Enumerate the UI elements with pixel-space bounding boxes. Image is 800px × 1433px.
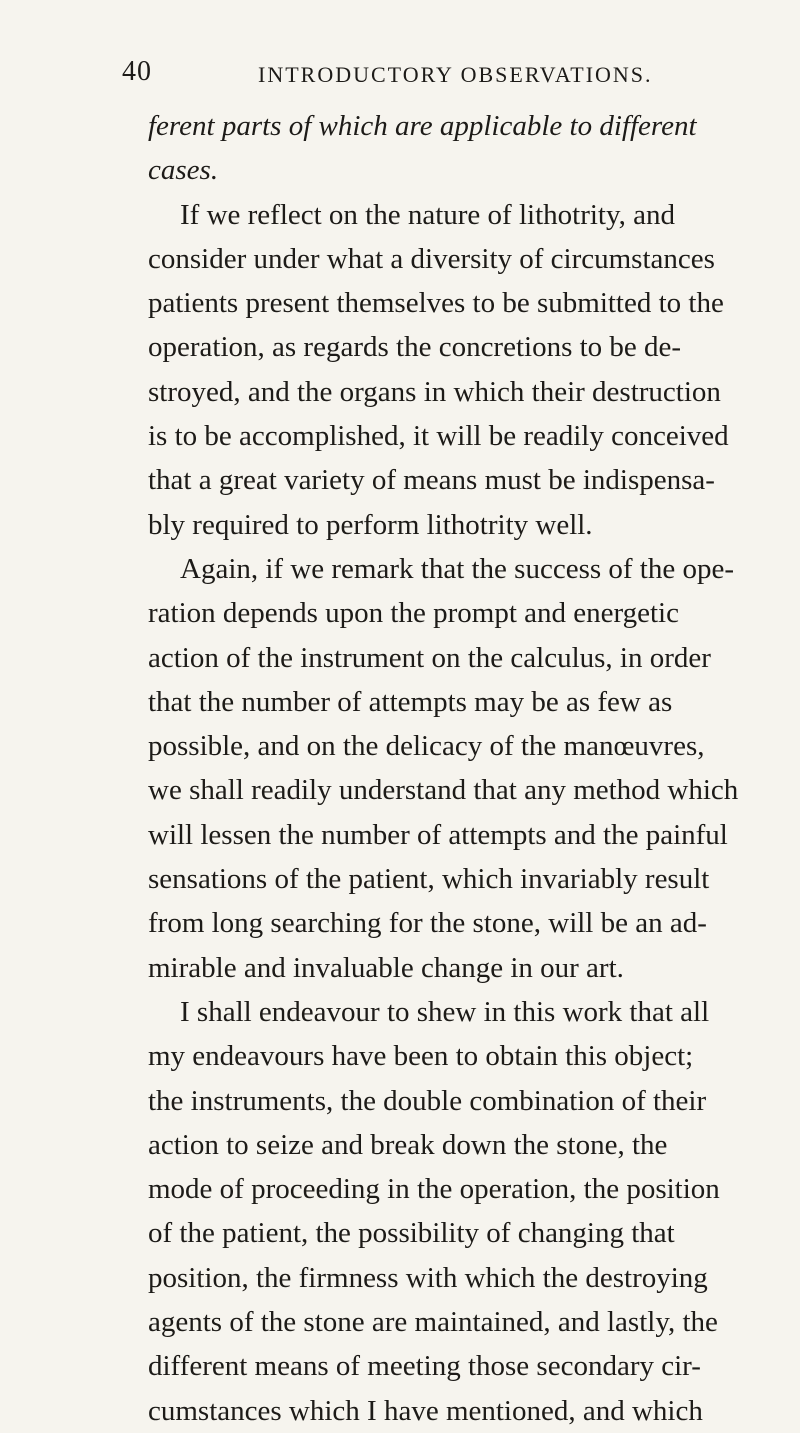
text-line: ferent parts of which are applicable to different [148, 110, 697, 142]
text-line: If we reflect on the nature of lithotrity, and [180, 198, 675, 231]
text-line: mode of proceeding in the operation, the position [148, 1173, 720, 1206]
text-line: from long searching for the stone, will be an ad- [148, 907, 707, 940]
text-line: operation, as regards the concretions to be de- [148, 331, 682, 364]
text-line: ration depends upon the prompt and energetic [148, 597, 679, 630]
page-number: 40 [122, 56, 152, 87]
body-text [148, 104, 778, 1433]
text-line: is to be accomplished, it will be readily conceived [148, 420, 729, 453]
text-line: I shall endeavour to shew in this work that all [180, 995, 710, 1028]
text-line: the instruments, the double combination of their [148, 1084, 707, 1117]
text-line: that the number of attempts may be as few as [148, 685, 673, 718]
text-line: we shall readily understand that any method which [148, 774, 739, 807]
text-line: cumstances which I have mentioned, and which [148, 1394, 703, 1427]
text-line: action of the instrument on the calculus, in order [148, 641, 711, 674]
text-line: consider under what a diversity of circumstances [148, 242, 715, 275]
text-line: cases. [148, 154, 219, 187]
text-line: will lessen the number of attempts and the painful [148, 818, 728, 851]
text-line: different means of meeting those secondary cir- [148, 1350, 701, 1383]
text-line: action to seize and break down the stone, the [148, 1128, 668, 1161]
text-line: bly required to perform lithotrity well. [148, 508, 593, 541]
text-line: stroyed, and the organs in which their destruction [148, 375, 721, 408]
text-line: Again, if we remark that the success of the ope- [180, 552, 735, 585]
text-line: mirable and invaluable change in our art. [148, 951, 624, 984]
running-head [122, 56, 770, 96]
text-line: that a great variety of means must be indispensa- [148, 464, 715, 497]
text-line: possible, and on the delicacy of the manœuvres, [148, 730, 705, 763]
text-line: agents of the stone are maintained, and lastly, the [148, 1306, 718, 1339]
text-line: my endeavours have been to obtain this object; [148, 1040, 694, 1073]
text-line: patients present themselves to be submitted to the [148, 287, 724, 320]
running-title: INTRODUCTORY OBSERVATIONS. [258, 62, 653, 87]
text-line: position, the firmness with which the destroying [148, 1261, 708, 1294]
text-line: of the patient, the possibility of changing that [148, 1217, 675, 1250]
text-line: sensations of the patient, which invariably result [148, 863, 710, 896]
